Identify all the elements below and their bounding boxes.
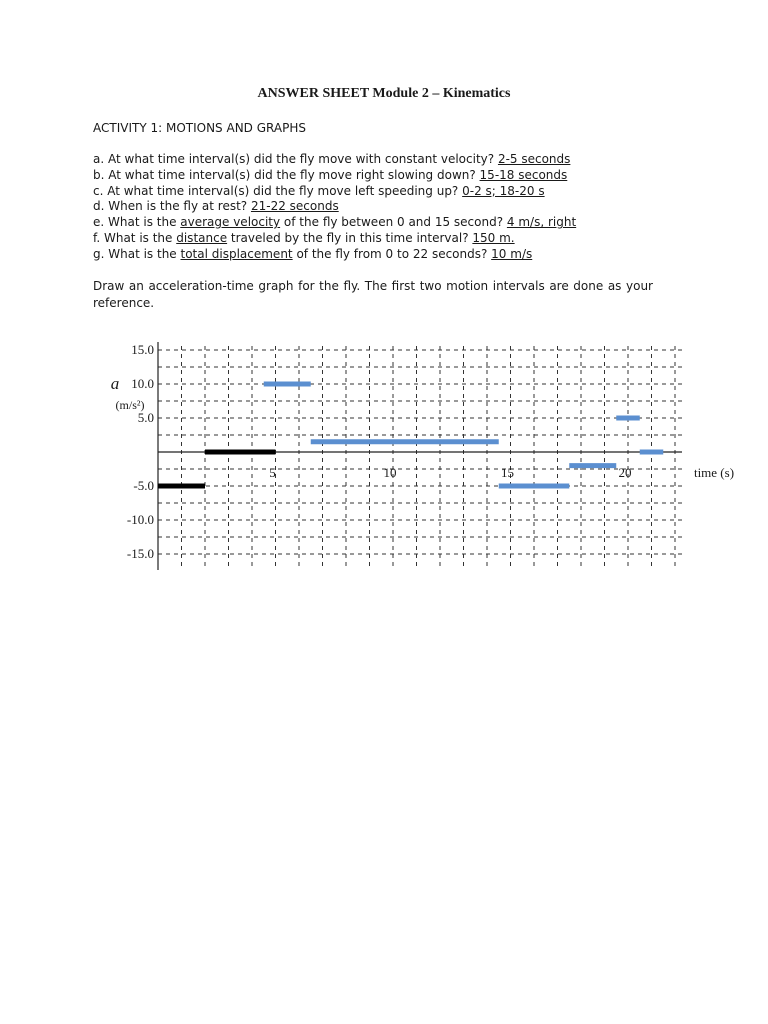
question-text: a. At what time interval(s) did the fly move with constant velocity? [93, 152, 498, 166]
question-text: e. What is the [93, 215, 181, 230]
y-tick-label: -15.0 [126, 546, 154, 561]
answer: 0-2 s; 18-20 s [462, 183, 545, 198]
answer: 21-22 seconds [250, 199, 339, 214]
x-tick-label: 15 [501, 465, 514, 480]
y-tick-label: 15.0 [131, 342, 154, 357]
question-e [93, 215, 693, 231]
y-tick-label: -5.0 [133, 478, 154, 493]
answer: 15-18 seconds [479, 167, 568, 182]
acceleration-time-graph [0, 320, 768, 580]
x-tick-label: 5 [269, 465, 276, 480]
answer: 150 m. [472, 230, 515, 245]
instructions: Draw an acceleration-time graph for the fly. The first two motion intervals are done as your reference. [93, 279, 653, 310]
page-title: ANSWER SHEET Module 2 – Kinematics [257, 86, 511, 101]
question-a [93, 152, 693, 168]
question-c [93, 184, 693, 200]
key-term: distance [176, 230, 228, 245]
question-b [93, 168, 693, 184]
question-list [93, 152, 693, 263]
question-text: of the fly between 0 and 15 second? [280, 215, 507, 230]
question-text: d. When is the fly at rest? [93, 199, 251, 214]
y-axis-unit: (m/s²) [115, 398, 145, 412]
question-text: of the fly from 0 to 22 seconds? [292, 246, 492, 261]
x-tick-label: 20 [618, 465, 632, 480]
y-tick-label: 5.0 [137, 410, 154, 425]
question-text: b. At what time interval(s) did the fly move right slowing down? [93, 167, 480, 182]
y-axis-symbol: a [110, 374, 120, 393]
y-tick-label: 10.0 [131, 376, 154, 391]
question-d [93, 199, 693, 215]
activity-heading: ACTIVITY 1: MOTIONS AND GRAPHS [93, 121, 306, 135]
key-term: total displacement [180, 246, 293, 261]
question-text: traveled by the fly in this time interval? [227, 230, 473, 245]
x-tick-label: 10 [383, 465, 397, 480]
question-g [93, 247, 693, 263]
x-axis-label: time (s) [693, 465, 735, 480]
answer: 2-5 seconds [497, 152, 571, 166]
key-term: average velocity [180, 215, 281, 230]
answer: 4 m/s, right [506, 215, 577, 230]
question-text: g. What is the [93, 246, 181, 261]
question-f [93, 231, 693, 247]
question-text: c. At what time interval(s) did the fly move left speeding up? [93, 183, 463, 198]
question-text: f. What is the [93, 230, 177, 245]
answer: 10 m/s [491, 246, 533, 261]
y-tick-label: -10.0 [126, 512, 154, 527]
